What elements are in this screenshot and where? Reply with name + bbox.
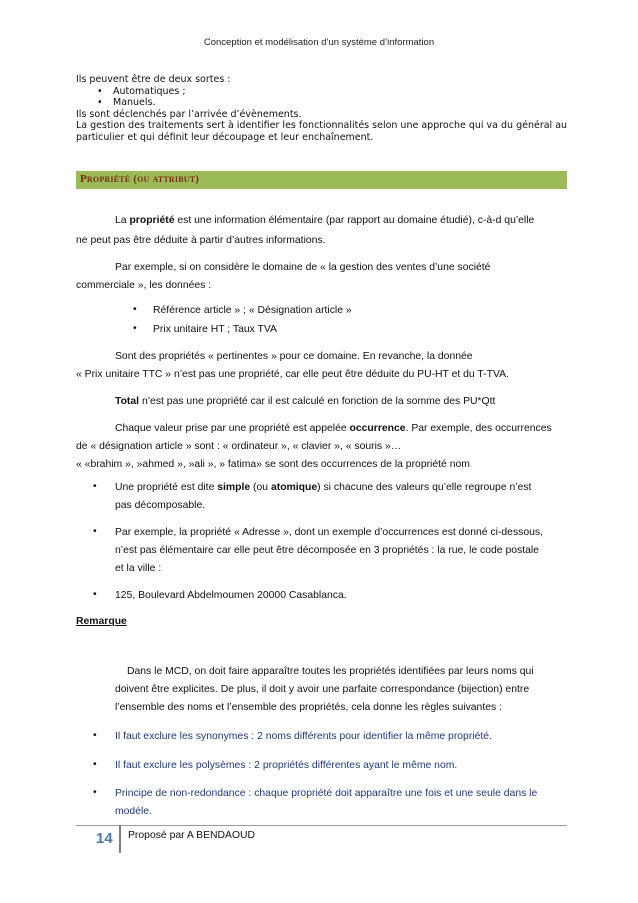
bullet-line: Par exemple, la propriété « Adresse », dont un exemple d’occurrences est donné ci-dessous,	[115, 527, 543, 538]
intro-list	[76, 86, 576, 109]
bullet-line: et la ville :	[115, 563, 162, 574]
paragraph-line: Sont des propriétés « pertinentes » pour ce domaine. En revanche, la donnée	[115, 351, 473, 362]
intro-line: particulier et qui définit leur découpage et leur enchaînement.	[76, 131, 374, 143]
intro-block	[76, 74, 576, 143]
bullet-icon: •	[93, 526, 97, 537]
footer-divider	[76, 825, 567, 826]
footer-separator	[119, 825, 121, 853]
page-number: 14	[96, 830, 113, 847]
paragraph-line: La propriété est une information élémentaire (par rapport au domaine étudié), c-à-d qu’elle	[115, 215, 535, 226]
bullet-icon: •	[133, 323, 137, 334]
bold-term: occurrence	[349, 423, 406, 434]
bullet-line: Une propriété est dite simple (ou atomique) si chacune des valeurs qu’elle regroupe n’est	[115, 482, 532, 493]
paragraph-line: l’ensemble des noms et l’ensemble des propriétés, cela donne les règles suivantes :	[115, 702, 502, 713]
bullet-icon: •	[93, 787, 97, 798]
rule-line: Principe de non-redondance : chaque propriété doit apparaître une fois et une seule dans le	[115, 788, 538, 799]
paragraph-line: Par exemple, si on considère le domaine de « la gestion des ventes d’une société	[115, 262, 491, 273]
intro-line: La gestion des traitements sert à identifier les fonctionnalités selon une approche qui va du général au	[76, 120, 568, 131]
paragraph-line: Chaque valeur prise par une propriété est appelée occurrence. Par exemple, des occurrences	[115, 423, 552, 434]
bullet-line: pas décomposable.	[115, 500, 206, 511]
list-item: • Manuels.	[76, 97, 576, 109]
intro-line: Ils sont déclenchés par l’arrivée d’évènements.	[76, 108, 302, 120]
list-item: • Automatiques ;	[76, 86, 576, 98]
remark-heading: Remarque	[76, 616, 127, 627]
page-header: Conception et modélisation d’un système d’information	[203, 37, 435, 48]
paragraph-line: ne peut pas être déduite à partir d’autres informations.	[76, 235, 326, 246]
rule-line: modèle.	[115, 806, 152, 817]
bullet-line: n’est pas élémentaire car elle peut être décomposée en 3 propriétés : la rue, le code postale	[115, 545, 539, 556]
rule-line: Il faut exclure les synonymes : 2 noms différents pour identifier la même propriété.	[115, 731, 492, 742]
bullet-icon: •	[93, 481, 97, 492]
paragraph-line: « Prix unitaire TTC » n’est pas une propriété, car elle peut être déduite du PU-HT et du T-TVA.	[76, 369, 509, 380]
section-title: Propriété (ou attribut)	[80, 173, 200, 185]
rule-line: Il faut exclure les polysèmes : 2 propriétés différentes ayant le même nom.	[115, 760, 458, 771]
bullet-icon: •	[93, 730, 97, 741]
bold-term: propriété	[129, 215, 175, 226]
list-item: Référence article » ; « Désignation article »	[153, 305, 352, 316]
bullet-line: 125, Boulevard Abdelmoumen 20000 Casablanca.	[115, 590, 347, 601]
footer-author: Proposé par A BENDAOUD	[128, 830, 256, 841]
bullet-icon: •	[93, 589, 97, 600]
bullet-icon: •	[93, 759, 97, 770]
paragraph-line: de « désignation article » sont : « ordinateur », « clavier », « souris »…	[76, 441, 402, 452]
list-item: Prix unitaire HT ; Taux TVA	[153, 324, 277, 335]
paragraph-line: Total n’est pas une propriété car il est calculé en fonction de la somme des PU*Qtt	[115, 396, 496, 407]
intro-line: Ils peuvent être de deux sortes :	[76, 74, 231, 85]
paragraph-line: Dans le MCD, on doit faire apparaître toutes les propriétés identifiées par leurs noms qui	[127, 666, 534, 677]
bullet-icon: •	[133, 304, 137, 315]
paragraph-line: « «brahim », »ahmed », »ali », » fatima» se sont des occurrences de la propriété nom	[76, 459, 470, 470]
paragraph-line: doivent être explicites. De plus, il doit y avoir une parfaite correspondance (bijection) entre	[115, 684, 530, 695]
bold-term: Total	[115, 396, 140, 407]
paragraph-line: commerciale », les données :	[76, 280, 212, 291]
